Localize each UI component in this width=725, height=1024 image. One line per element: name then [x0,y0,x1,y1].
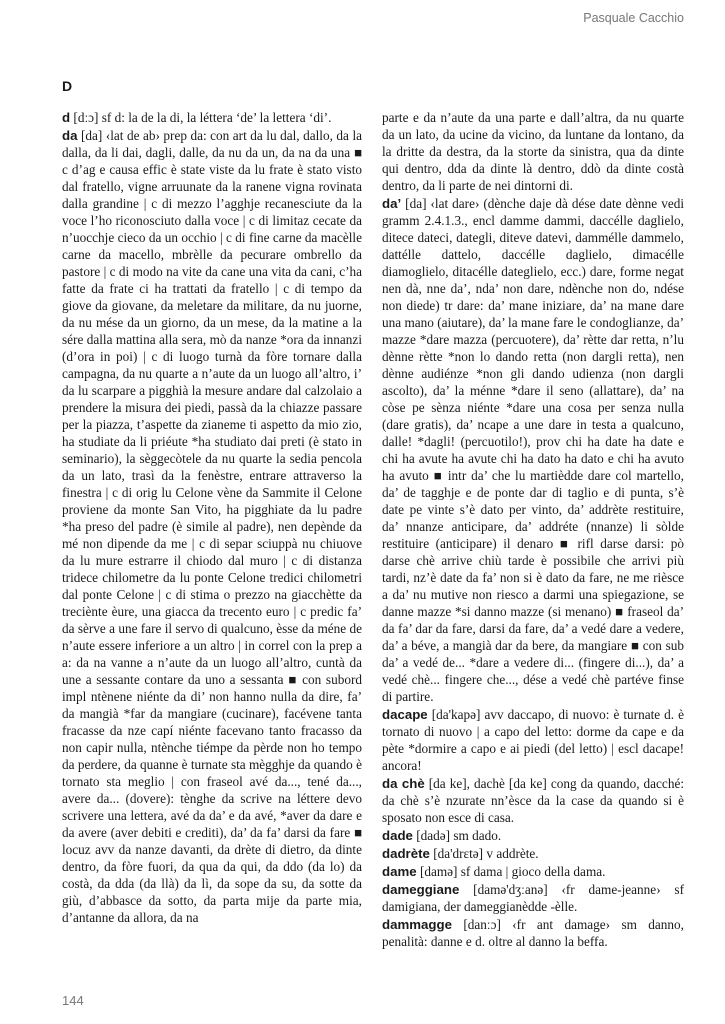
right-column [382,109,684,951]
entry-body: [damə'dʒːanə] ‹fr dame-jeanne› sf damigiana, der dameggianèdde -èlle. [382,882,684,914]
dictionary-entry [382,845,684,862]
entry-body: [danːɔ] ‹fr ant damage› sm danno, penalità: danne e d. oltre al danno la beffa. [382,917,684,949]
entry-headword: dame [382,864,417,879]
entry-body: [da] ‹lat dare› (dènche daje dà dése date dènne vedi gramm 2.4.1.3., encl damme dammi, daccélle daglielo, ditece dateci, dategli, diteve datevi, dammélle dammelo, dattélle dattelo, daccélle daglielo, dimacélle diamoglielo, ditacélle dateglielo, ecc.) dare, forme negat nen dà, nne da’, nda’ non dare, ndènche non do, ndése non diede) tr dare: da’ mane iniziare, da’ na mane dare una mano (aiutare), da’ la mane fare le condoglianze, da’ mazze *dare mazza (percuotere), da’ rètte dar retta, n’lu dènne rètte *non lo dando retta (non dargli retta), nen dènne audiénze *non gli dando udienza (non dargli ascolto), da’ la ménne *dare il seno (allattare), da’ na còse pe sènza niénte *dare una cosa per senza nulla (dare gratis), da’ ncape a une dare in testa a qualcuno, dalle! *dagli! (percuotilo!), prov chi ha date ha date e chi ha avute ha avute chi ha dato ha dato e chi ha avuto ha avuto ■ intr da’ che lu martièdde dare col martello, da’ de tagghje e de ponte dar di taglio e di punta, s’è date pe vinte s’è dato per vinto, da’ addrète restituire, da’ nnanze anticipare, da’ addréte (nnanze) li sòlde restituire (anticipare) il denaro ■ rifl darse darsi: pò darse chè arrive chiù tarde è possibile che arrivi più tardi, nz’è date da fa’ non si è dato da fare, ne me rièsce a da’ nu mutive non riesco a darmi una spiegazione, se danne mazze *si danno mazze (si menano) ■ fraseol da’ da fa’ dar da fare, darsi da fare, da’ a vedé dare a vedere, da’ a béve, a mangià dar da bere, da mangiare ■ con sub da’ a vedé de... *dare a vedere di... (fingere di...), da’ a vedé chè... fingere che..., dése a vedé chè partéve finse di partire. [382,196,685,704]
entry-body: parte e da n’aute da una parte e dall’altra, da nu quarte da un lato, da ucine da vicino, da luntane da lontano, da la dritte da destra, da la storte da sinistra, qua da dinte qui dentro, dda da dinte là dentro, ddò da dinte costà dentro, da li parte de nei dintorni di. [382,110,684,193]
entry-headword: dadrète [382,846,430,861]
dictionary-entry [382,863,684,880]
dictionary-entry [62,127,362,926]
entry-headword: da chè [382,776,425,791]
entry-body: [da ke], dachè [da ke] cong da quando, dacché: da chè s’è nzurate nn’èsce da la case da quando si è sposato non esce di casa. [382,776,685,825]
entry-headword: da [62,128,78,143]
entry-body: [dːɔ] sf d: la de la di, la léttera ‘de’ la lettera ‘di’. [73,110,332,125]
dictionary-entry [382,109,684,194]
page-number: 144 [62,993,84,1008]
entry-body: [da] ‹lat de ab› prep da: con art da lu dal, dallo, da la dalla, da li dai, dagli, dalle, da nu da un, da na da una ■ c d’ag e causa effic è state viste da lu frate è stato visto dal fratello, vigne arruunate da la ranene vigna rovinata dalla grandine | c di mezzo l’agghje recanesciute da la voce l’ho riconosciuto dalla voce | c di limitaz cecate da n’uocchje cieco da un occhio | c di fine carne da macèlle carne da macello, mbrèlle da pecurare ombrello da pastore | c di modo na vite da cane una vita da cani, c’ha fatte da frate ci ha trattati da fratello | c di tempo da giove da giovane, da meletare da militare, da nu juorne, da nu mése da un giorno, da un mese, da la matine a la sére dalla mattina alla sera, mò da nanze *ora da innanzi (d’ora in poi) | c di luogo turnà da fòre tornare dalla campagna, da nu quarte a n’aute da un luogo all’altro, i’ da lu scarpare a pigghià la mesure andare dal calzolaio a prendere la misura dei piedi, passà da la chiazze passare per la piazza, t’aspette da zianeme ti aspetto da mio zio, ha studiate da li priéute *ha studiato dai preti (è stato in seminario), la sèggecòtele da nu quarte la sedia pencola da un lato, trasì da la fenèstre, entrare attraverso la finestra | c di orig lu Celone vène da Sammite il Celone proviene da monte San Vito, ha pigghiate da lu padre *ha preso del padre (è simile al padre), nen depènde da mé non dipende da me | c di separ sciuppà nu chiuove da lu mure estrarre il chiodo dal muro | c di distanza tridece chilometre da lu ponte Celone tredici chilometri dal ponte Celone | c di stima o prezzo na giacchètte da treciènte èure, una giacca da trecento euro | c predic fa’ da sèrve a une fare il servo di qualcuno, èsse da méne de n’aute essere inferiore a un altro | in correl con la prep a a: da na vanne a n’aute da un luogo all’altro, cuntà da une a sessante contare da uno a sessanta ■ con subord impl ntènene niénte da di’ non hanno nulla da dire, fa’ da mangià *far da mangiare (cucinare), facévene tanta fracasse da nze capí niénte facevano tanto fracasso da non capir nulla, ntènche tiémpe da pèrde non ho tempo da perdere, da quanne è turnate sta mègghje da quando è tornato sta meglio | con fraseol avé da..., tené da..., avere da... (dovere): tènghe da scrive na léttere devo scrivere una lettera, avé da da’ e da avé, *aver da dare e da avere (aver debiti e crediti), da’ da fa’ darsi da fare ■ locuz avv da nanze davanti, da drète di dietro, da dinte dentro, da fòre fuori, da qua da qui, da ddo (da lo) da costà, da dda (da llà) da lì, da sope da su, da sotte da giù, d’abbasce da sotto, da parta mije da parte mia, d’antanne da allora, da na [62,128,363,925]
entry-headword: dade [382,828,413,843]
dictionary-entry [382,827,684,844]
entry-headword: dacape [382,707,428,722]
entry-body: [dadə] sm dado. [416,828,502,843]
entry-body: [da'drɛtə] v addrète. [433,846,539,861]
entry-headword: da’ [382,196,402,211]
entry-headword: d [62,110,71,125]
dictionary-entry [382,706,684,774]
dictionary-entry [382,881,684,915]
entry-body: [da'kapə] avv daccapo, di nuovo: è turnate d. è tornato di nuovo | a capo del letto: dorme da cape e da pète *dormire a capo e ai piedi (del letto) | escl dacape! ancora! [382,707,685,773]
dictionary-entry [382,195,684,705]
entry-headword: dammagge [382,917,452,932]
dictionary-entry [62,109,362,126]
entry-headword: dameggiane [382,882,460,897]
entry-body: [damə] sf dama | gioco della dama. [419,864,606,879]
left-column [62,109,362,927]
section-letter: D [62,78,73,94]
dictionary-entry [382,916,684,950]
running-head-author: Pasquale Cacchio [583,11,684,25]
dictionary-entry [382,775,684,826]
